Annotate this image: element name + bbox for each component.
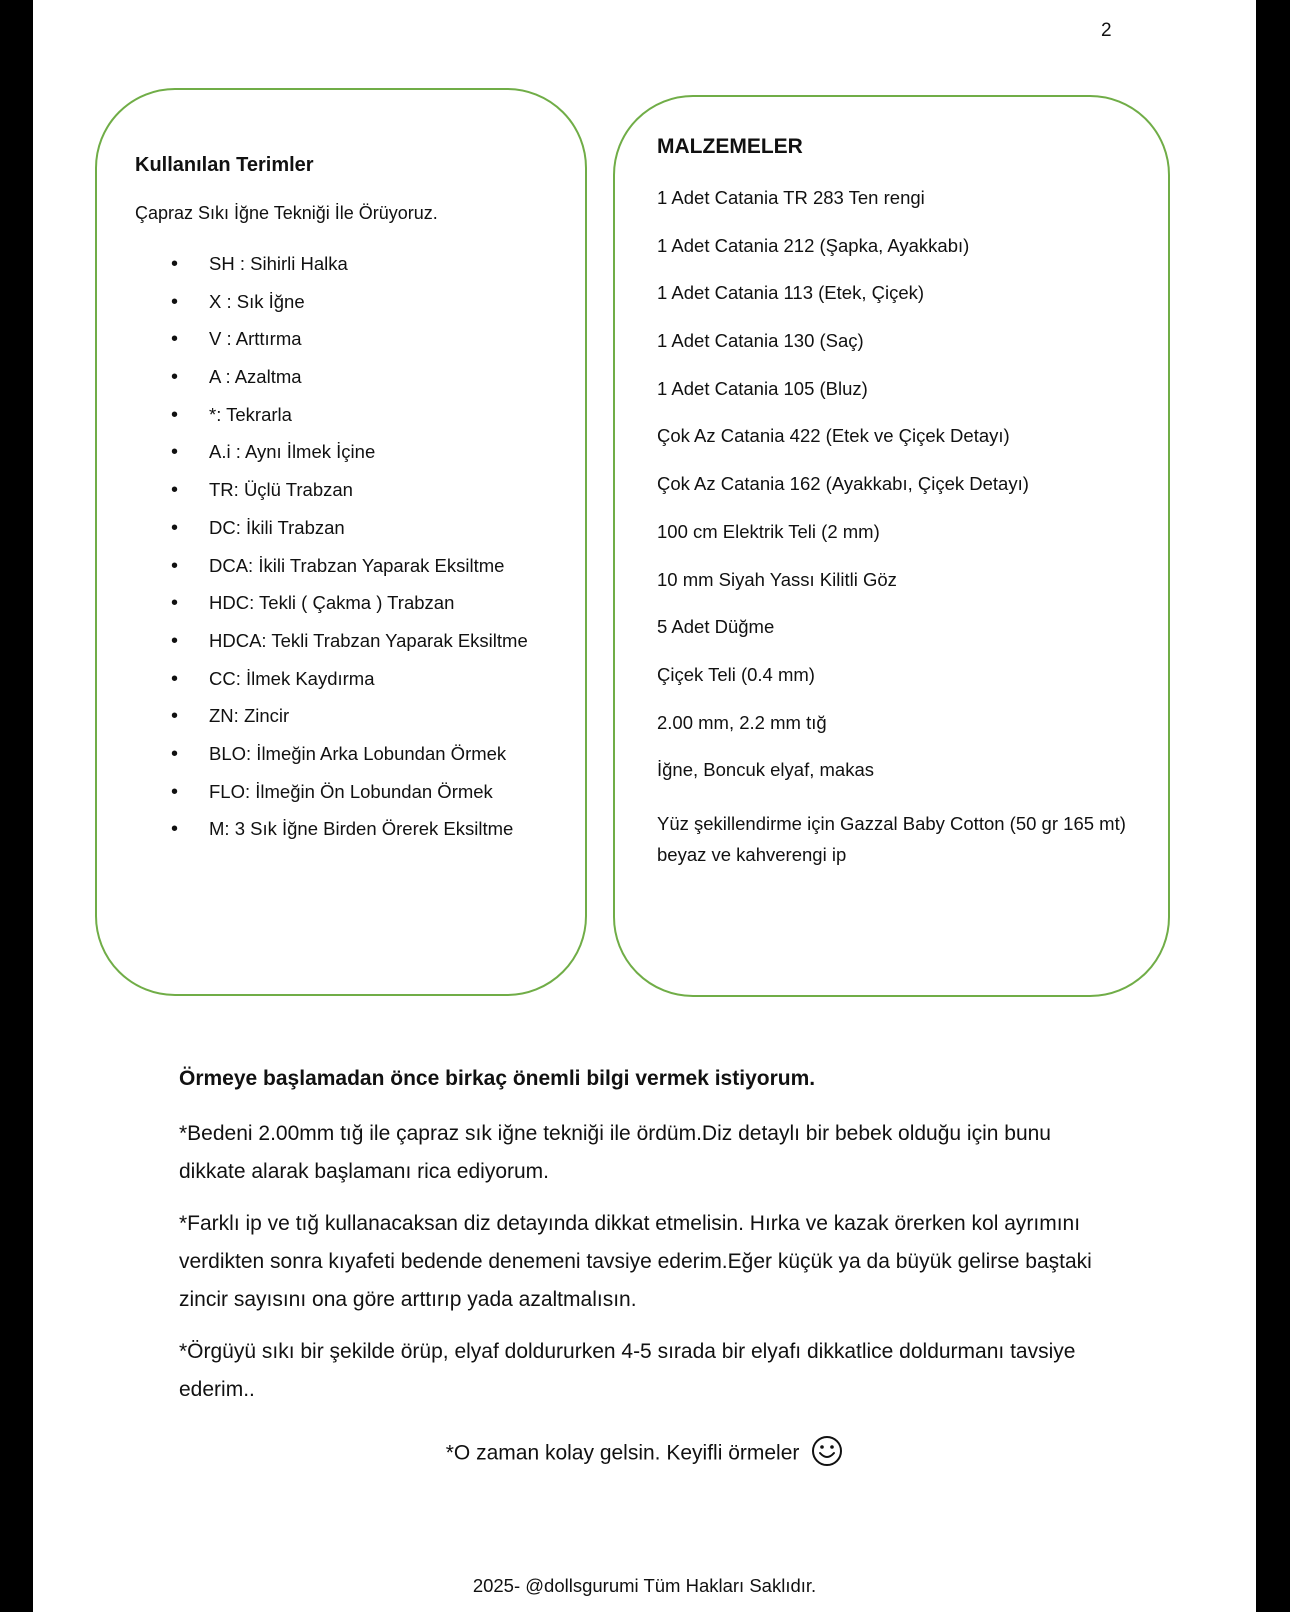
material-item: Çok Az Catania 422 (Etek ve Çiçek Detayı) — [657, 425, 1010, 447]
term-item: • A.i : Aynı İlmek İçine — [135, 440, 528, 478]
note-paragraph: *Bedeni 2.00mm tığ ile çapraz sık iğne tekniği ile ördüm.Diz detaylı bir bebek olduğu için bunu dikkate alarak başlamanı rica ediyorum. — [179, 1122, 1051, 1183]
terms-intro: Çapraz Sıkı İğne Tekniği İle Örüyoruz. — [135, 203, 438, 223]
material-item: Çiçek Teli (0.4 mm) — [657, 663, 815, 685]
term-item: • DCA: İkili Trabzan Yaparak Eksiltme — [135, 554, 528, 592]
notes-title: Örmeye başlamadan önce birkaç önemli bilgi vermek istiyorum. — [179, 1067, 816, 1090]
smiley-icon — [811, 1435, 843, 1473]
term-item: • HDC: Tekli ( Çakma ) Trabzan — [135, 591, 528, 629]
material-item: 1 Adet Catania 130 (Saç) — [657, 330, 864, 352]
closing-text: *O zaman kolay gelsin. Keyifli örmeler — [445, 1441, 800, 1465]
materials-title: MALZEMELER — [657, 135, 803, 158]
term-item: • V : Arttırma — [135, 327, 528, 365]
material-item: 2.00 mm, 2.2 mm tığ — [657, 711, 827, 733]
material-item-last: Yüz şekillendirme için Gazzal Baby Cotton (50 gr 165 mt) beyaz ve kahverengi ip — [657, 813, 1126, 865]
term-item: • SH : Sihirli Halka — [135, 252, 528, 290]
page-number: 2 — [1101, 20, 1112, 41]
term-item: • *: Tekrarla — [135, 403, 528, 441]
materials-list — [657, 186, 1147, 806]
material-item: 100 cm Elektrik Teli (2 mm) — [657, 520, 880, 542]
terms-title: Kullanılan Terimler — [135, 154, 314, 176]
document-page — [33, 0, 1256, 1612]
note-paragraph: *Farklı ip ve tığ kullanacaksan diz detayında dikkat etmelisin. Hırka ve kazak örerken kol ayrımını verdikten sonra kıyafeti bedende denemeni tavsiye ederim.Eğer küçük ya da büyük gelirse baştaki zincir sayısını ona göre arttırıp yada azaltmalısın. — [179, 1212, 1092, 1311]
material-item: Çok Az Catania 162 (Ayakkabı, Çiçek Detayı) — [657, 473, 1029, 495]
term-item: • X : Sık İğne — [135, 290, 528, 328]
footer-copyright: 2025- @dollsgurumi Tüm Hakları Saklıdır. — [472, 1575, 817, 1596]
term-item: • DC: İkili Trabzan — [135, 516, 528, 554]
notes-section — [179, 1065, 1099, 1423]
material-item: 10 mm Siyah Yassı Kilitli Göz — [657, 568, 897, 590]
closing-line — [33, 1435, 1256, 1473]
note-paragraph: *Örgüyü sıkı bir şekilde örüp, elyaf doldururken 4-5 sırada bir elyafı dikkatlice doldurmanı tavsiye ederim.. — [179, 1340, 1076, 1401]
term-item: • TR: Üçlü Trabzan — [135, 478, 528, 516]
term-item: • A : Azaltma — [135, 365, 528, 403]
material-item: 1 Adet Catania 105 (Bluz) — [657, 377, 868, 399]
material-item: 1 Adet Catania TR 283 Ten rengi — [657, 187, 925, 208]
term-item: • CC: İlmek Kaydırma — [135, 667, 528, 705]
term-item: • BLO: İlmeğin Arka Lobundan Örmek — [135, 742, 528, 780]
term-item: • HDCA: Tekli Trabzan Yaparak Eksiltme — [135, 629, 528, 667]
material-item: 5 Adet Düğme — [657, 616, 775, 638]
term-item: • FLO: İlmeğin Ön Lobundan Örmek — [135, 780, 528, 818]
term-item: • M: 3 Sık İğne Birden Örerek Eksiltme — [135, 817, 528, 855]
term-item: • ZN: Zincir — [135, 704, 528, 742]
material-item: 1 Adet Catania 212 (Şapka, Ayakkabı) — [657, 234, 970, 256]
terms-list — [135, 252, 528, 855]
material-item: İğne, Boncuk elyaf, makas — [657, 759, 874, 781]
material-item: 1 Adet Catania 113 (Etek, Çiçek) — [657, 282, 925, 304]
